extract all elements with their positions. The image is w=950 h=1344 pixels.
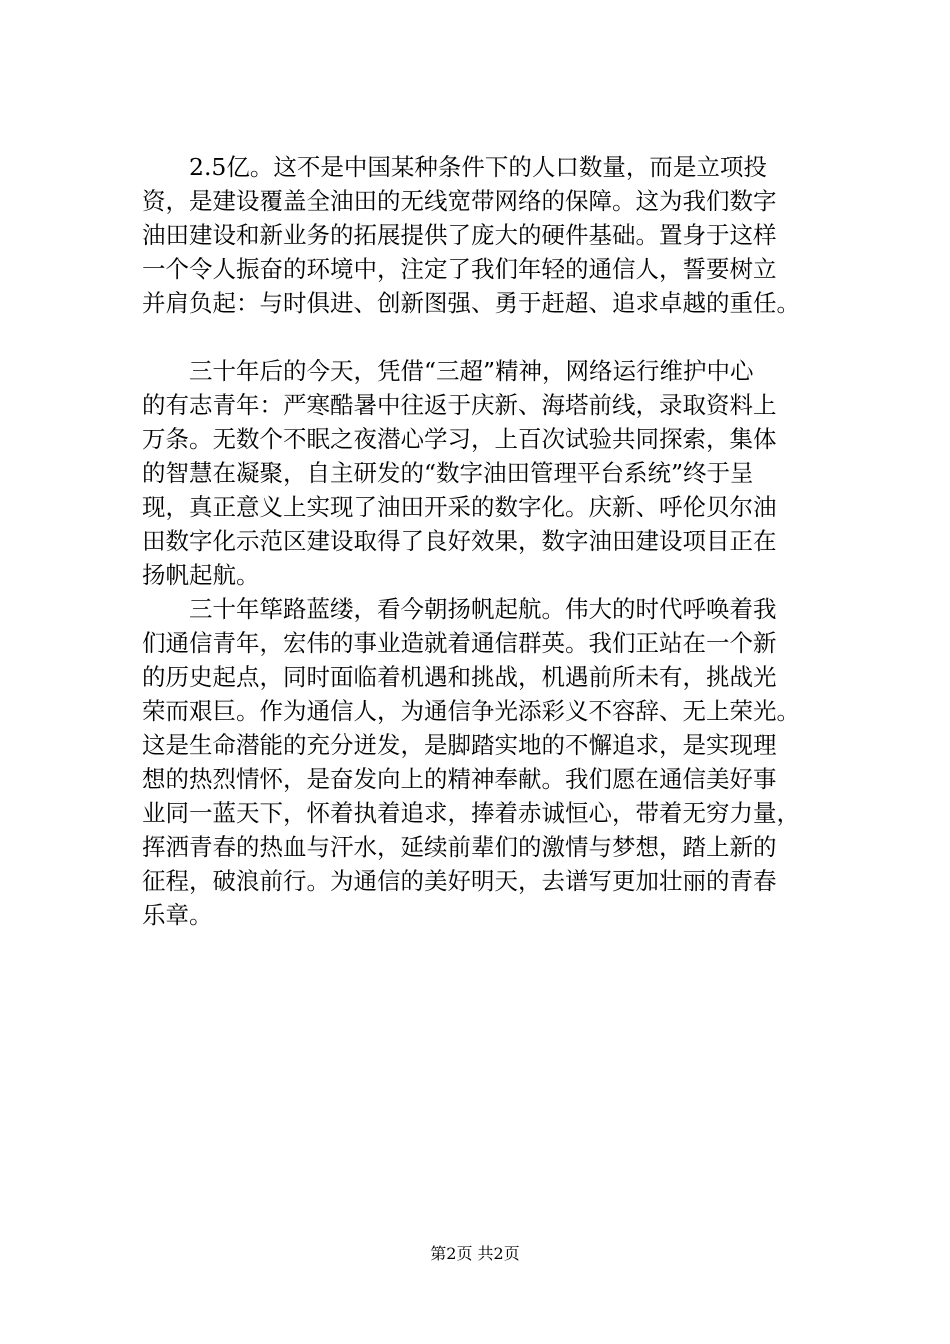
paragraph-1-line-2: 资，是建设覆盖全油田的无线宽带网络的保障。这为我们数字	[142, 187, 777, 215]
paragraph-2-line-1: 三十年后的今天，凭借“三超”精神，网络运行维护中心	[189, 357, 754, 385]
paragraph-2-line-3: 万条。无数个不眠之夜潜心学习，上百次试验共同探索，集体	[142, 425, 777, 453]
paragraph-1-line-5: 并肩负起：与时俱进、创新图强、勇于赶超、追求卓越的重任。	[142, 289, 800, 317]
paragraph-3-line-1: 三十年筚路蓝缕，看今朝扬帆起航。伟大的时代呼唤着我	[189, 595, 777, 623]
page-number-footer: 第2页 共2页	[430, 1244, 520, 1263]
paragraph-2-line-6: 田数字化示范区建设取得了良好效果，数字油田建设项目正在	[142, 527, 777, 555]
paragraph-3-line-2: 们通信青年，宏伟的事业造就着通信群英。我们正站在一个新	[142, 629, 777, 657]
paragraph-3-line-4: 荣而艰巨。作为通信人，为通信争光添彩义不容辞、无上荣光。	[142, 697, 800, 725]
paragraph-3-line-9: 征程，破浪前行。为通信的美好明天，去谱写更加壮丽的青春	[142, 867, 777, 895]
paragraph-3-line-8: 挥洒青春的热血与汗水，延续前辈们的激情与梦想，踏上新的	[142, 833, 777, 861]
paragraph-2-line-2: 的有志青年：严寒酷暑中往返于庆新、海塔前线，录取资料上	[142, 391, 777, 419]
paragraph-1-line-4: 一个令人振奋的环境中，注定了我们年轻的通信人，誓要树立	[142, 255, 777, 283]
paragraph-2-line-7: 扬帆起航。	[142, 561, 260, 589]
paragraph-2-line-5: 现，真正意义上实现了油田开采的数字化。庆新、呼伦贝尔油	[142, 493, 777, 521]
paragraph-3-line-7: 业同一蓝天下，怀着执着追求，捧着赤诚恒心，带着无穷力量，	[142, 799, 800, 827]
document-body	[142, 150, 847, 932]
paragraph-3-line-10: 乐章。	[142, 901, 213, 929]
paragraph-3-line-3: 的历史起点，同时面临着机遇和挑战，机遇前所未有，挑战光	[142, 663, 777, 691]
paragraph-3-line-5: 这是生命潜能的充分迸发，是脚踏实地的不懈追求，是实现理	[142, 731, 777, 759]
paragraph-2-line-4: 的智慧在凝聚，自主研发的“数字油田管理平台系统”终于呈	[142, 459, 754, 487]
paragraph-3-line-6: 想的热烈情怀，是奋发向上的精神奉献。我们愿在通信美好事	[142, 765, 777, 793]
paragraph-1-line-3: 油田建设和新业务的拓展提供了庞大的硬件基础。置身于这样	[142, 221, 777, 249]
paragraph-1-line-1: 2.5亿。这不是中国某种条件下的人口数量，而是立项投	[189, 153, 767, 181]
